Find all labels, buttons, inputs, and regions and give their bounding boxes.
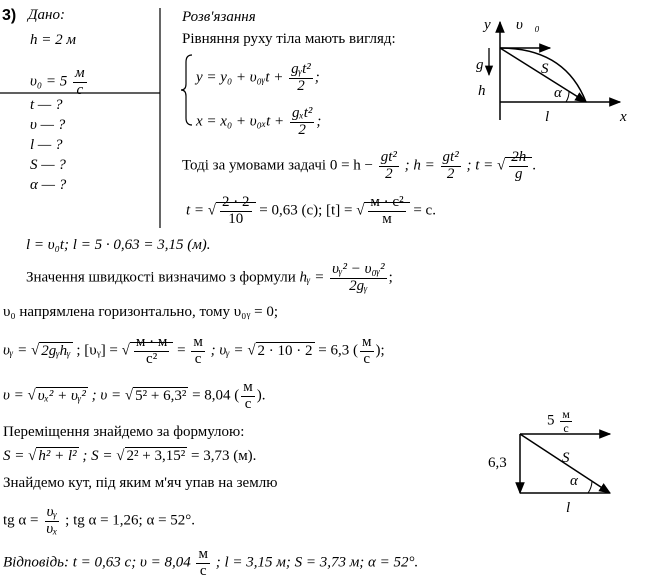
unknown-alpha: α — ?	[30, 177, 67, 193]
v-line: υ = √ υₓ² + υᵧ² ; υ = √ 5² + 6,3² = 8,04 ( $\frac{м}{с}$ ).	[3, 379, 266, 412]
system-brace	[181, 55, 192, 125]
fig2-left-label: 6,3	[488, 455, 507, 471]
s-line: S = √ h² + l² ; S = √ 2² + 3,15² = 3,73 (м).	[3, 448, 257, 464]
fig1-s-label: S⃗	[541, 61, 561, 77]
condition-line: Тоді за умовами задачі 0 = h − $\frac{\text{gt²}}{2}$ ; h = $\frac{\text{gt²}}{2}$ ; t = √ $\frac{2h}{g}$ .	[182, 149, 536, 182]
fig1-l-label: l	[545, 109, 550, 125]
s-intro: Переміщення знайдемо за формулою:	[3, 424, 245, 440]
unknown-s: S — ?	[30, 157, 66, 173]
l-calc: l = υ₀t; l = 5 · 0,63 = 3,15 (м).	[26, 237, 211, 253]
unknown-v: υ — ?	[30, 117, 66, 133]
problem-number: 3)	[2, 7, 17, 24]
t-calc: t = √ $\frac{2 \cdot 2}{10}$ = 0,63 (с); [t] = √ $\frac{\text{м · с²}}{м}$ = с.	[186, 194, 436, 227]
fig1-y-label: y	[484, 17, 491, 33]
given-title: Дано:	[28, 7, 65, 23]
eq-x: x = x₀ + υ₀ₓt + $\frac{\text{gₓt²}}{2}$ ;	[196, 105, 322, 138]
given-v0: υ₀ = 5 $\frac{м}{с}$	[30, 65, 85, 98]
motion-eq-intro: Рівняння руху тіла мають вигляд:	[182, 31, 396, 47]
tg-line: tg α = $\frac{\text{υᵧ}}{\text{υₓ}}$ ; tg α = 1,26; α = 52°.	[3, 504, 196, 537]
fig2-s-label: S⃗	[562, 450, 582, 466]
v-intro: Значення швидкості визначимо з формули hᵧ = $\frac{\text{υᵧ² − υ₀ᵧ²}}{\text{2gᵧ}}$ ;	[26, 261, 393, 294]
unknown-l: l — ?	[30, 137, 63, 153]
v0-horizontal: υ₀ напрямлена горизонтально, тому υ₀ᵧ = 0;	[3, 304, 279, 320]
vy-line: υᵧ = √ 2gᵧhᵧ ; [υᵧ] = √ $\frac{м \cdot м}{\text{с²}}$ = $\frac{м}{с}$ ; υᵧ = √ 2 · 10 · 2 = 6,3 ( $\frac{м}{с}$ );	[3, 334, 385, 367]
fig1-alpha-label: α	[554, 85, 562, 101]
fig1-h-label: h	[478, 83, 486, 99]
angle-arc-2	[588, 481, 592, 493]
given-h: h = 2 м	[30, 32, 76, 48]
fig2-top-label: 5 $\frac{м}{с}$	[547, 407, 570, 435]
fig1-g-label: g⃗	[476, 57, 496, 73]
unknown-t: t — ?	[30, 97, 63, 113]
solution-title: Розв'язання	[182, 9, 256, 25]
fig2-alpha-label: α	[570, 473, 578, 489]
answer-line: Відповідь: t = 0,63 с; υ = 8,04 $\frac{м}{с}$ ; l = 3,15 м; S = 3,73 м; α = 52°.	[3, 546, 419, 578]
fig1-x-label: x	[620, 109, 627, 125]
angle-arc	[566, 91, 569, 102]
eq-y: y = y₀ + υ₀ᵧt + $\frac{\text{gᵧt²}}{2}$ ;	[196, 61, 320, 94]
fig2-l-label: l	[566, 500, 571, 516]
angle-intro: Знайдемо кут, під яким м'яч упав на землю	[3, 475, 278, 491]
fig1-v0-label: υ⃗₀	[516, 17, 540, 33]
